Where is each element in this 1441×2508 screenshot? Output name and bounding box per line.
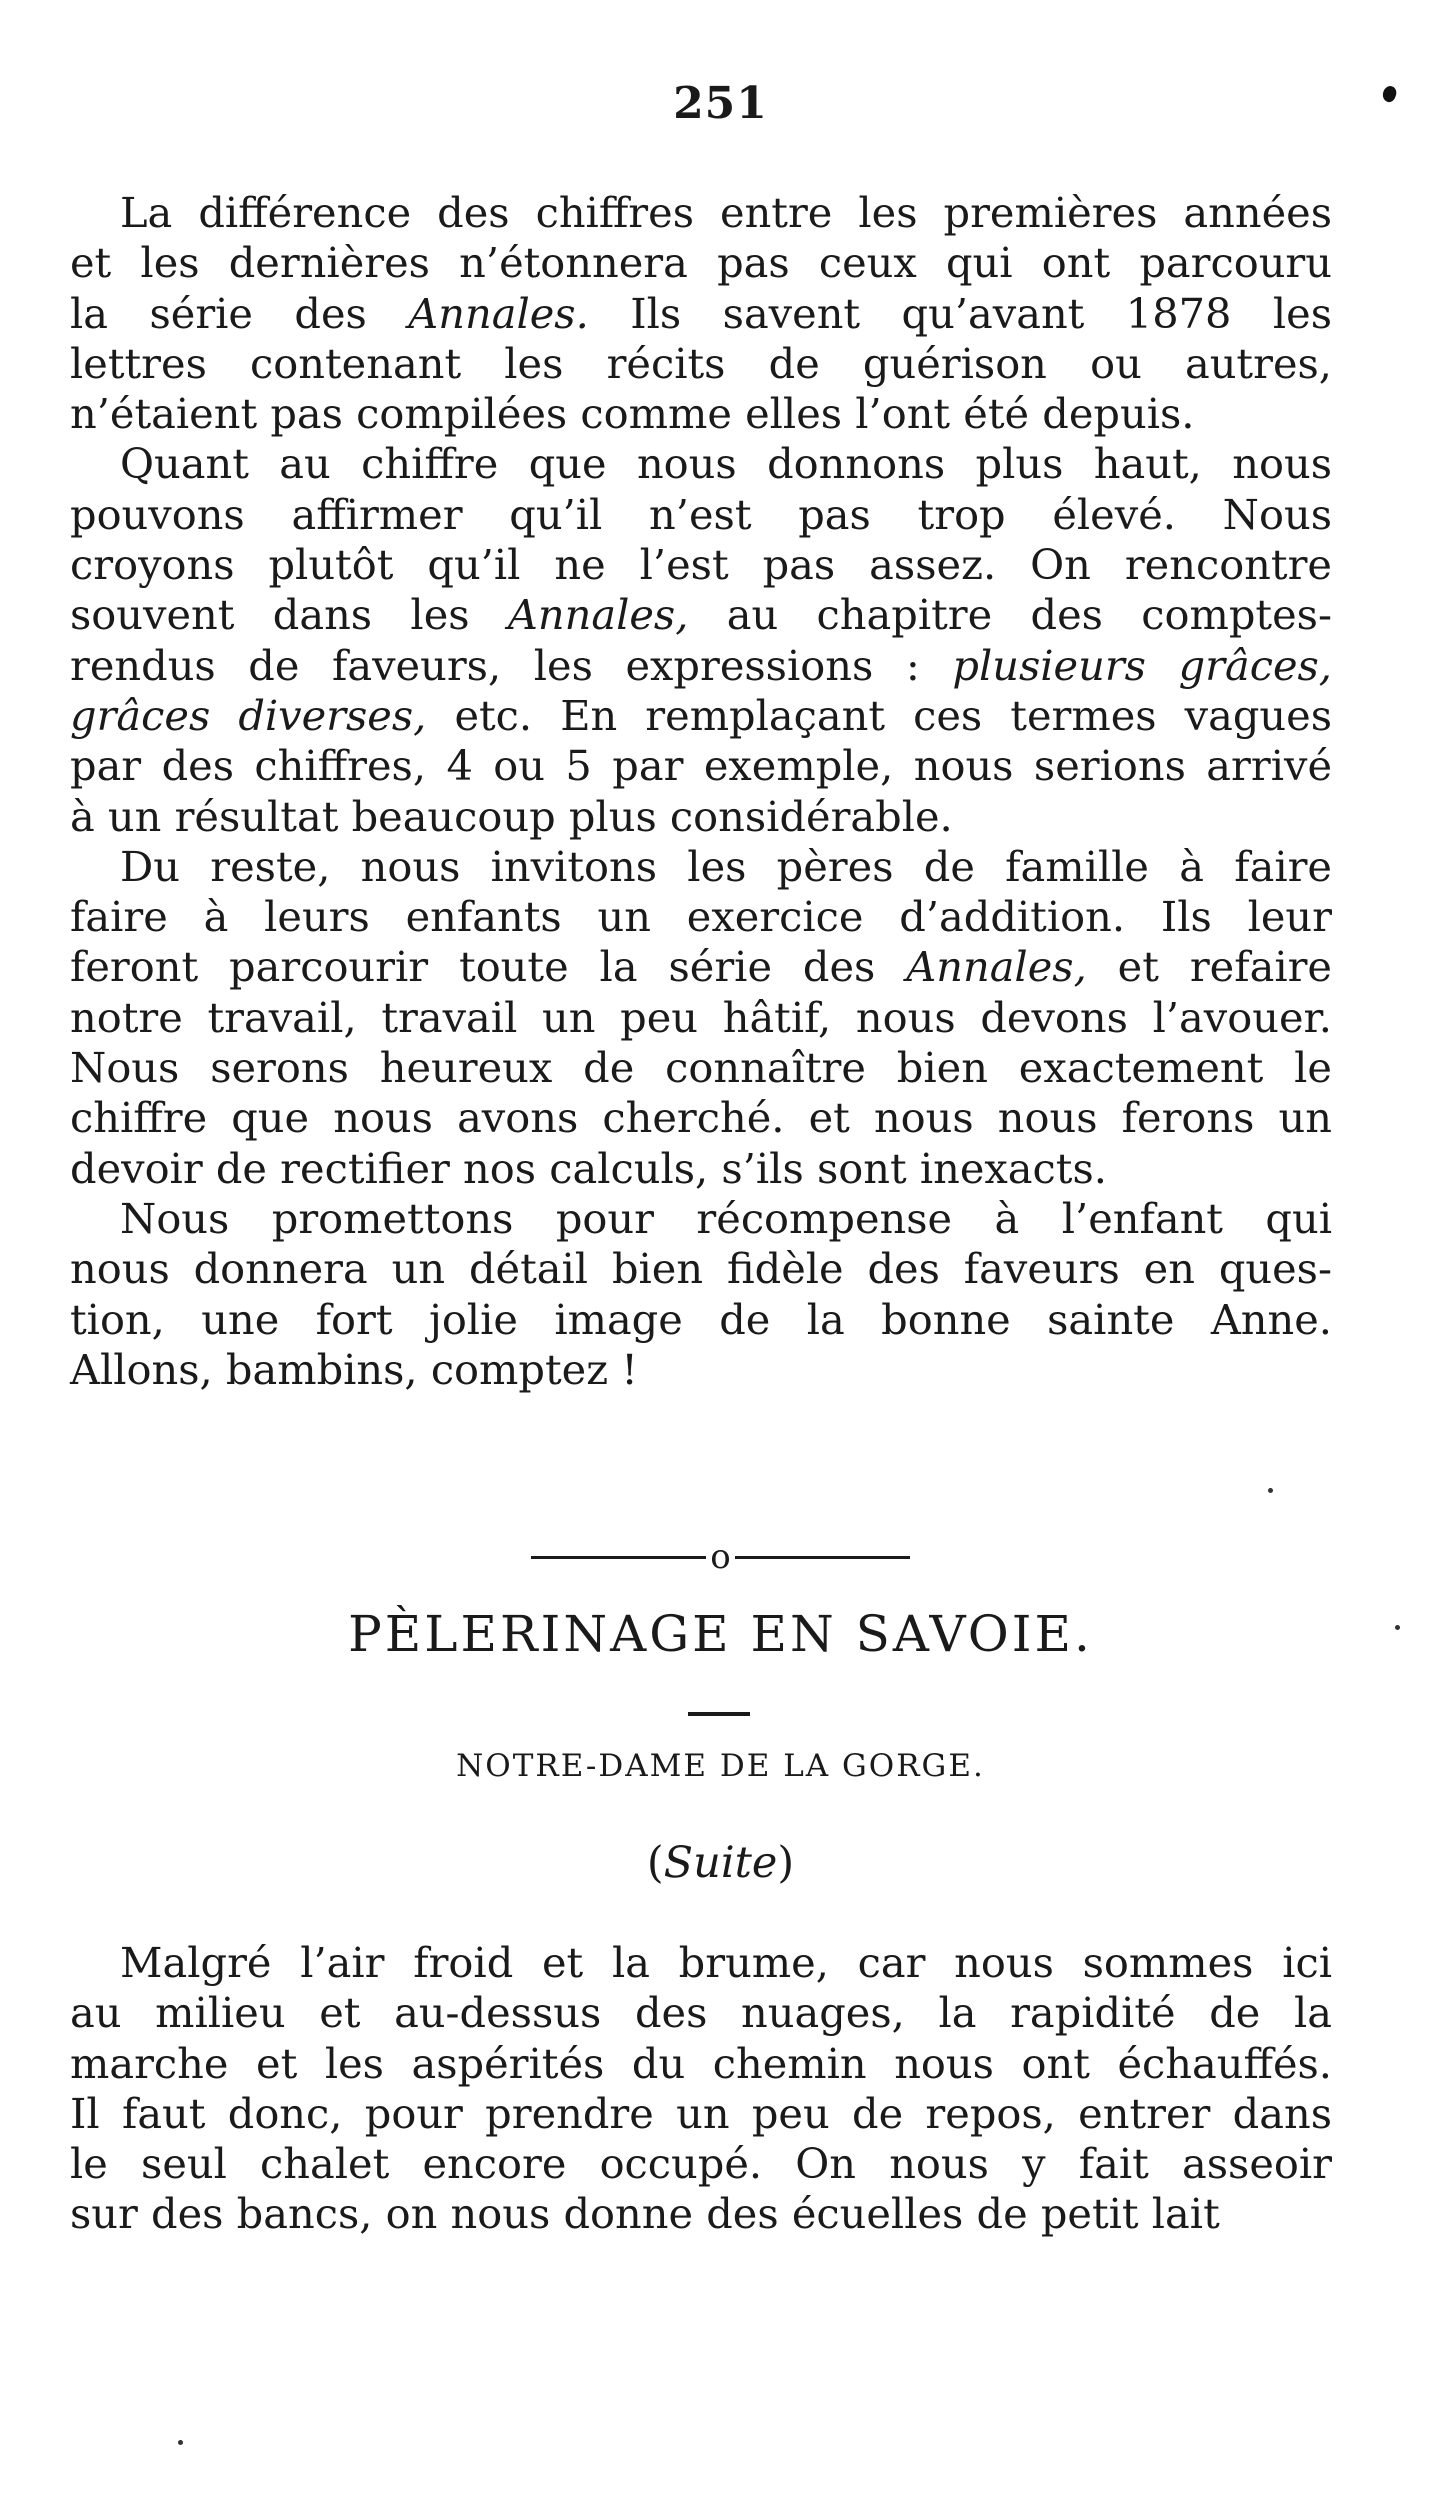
text-line: Nous promettons pour récompense à l’enfant qui bbox=[120, 1193, 1332, 1243]
text-line: grâces diverses, etc. En remplaçant ces termes vagues bbox=[70, 690, 1332, 740]
text-line: n’étaient pas compilées comme elles l’ont été depuis. bbox=[70, 389, 1195, 439]
text-line: Il faut donc, pour prendre un peu de repos, entrer dans bbox=[70, 2088, 1332, 2138]
text-line: Nous serons heureux de connaître bien exactement le bbox=[70, 1043, 1332, 1093]
text-line: notre travail, travail un peu hâtif, nous devons l’avouer. bbox=[70, 992, 1332, 1042]
text-line: la série des Annales. Ils savent qu’avant 1878 les bbox=[70, 288, 1332, 338]
text-line: à un résultat beaucoup plus considérable. bbox=[70, 791, 953, 841]
text-line: pouvons affirmer qu’il n’est pas trop élevé. Nous bbox=[70, 489, 1332, 539]
text-line: chiffre que nous avons cherché. et nous nous ferons un bbox=[70, 1093, 1332, 1143]
text-line: faire à leurs enfants un exercice d’addition. Ils leur bbox=[70, 892, 1332, 942]
paragraph bbox=[70, 842, 1332, 1194]
text-line: Du reste, nous invitons les pères de famille à faire bbox=[120, 841, 1332, 891]
body-text-top bbox=[70, 188, 1332, 1395]
paragraph bbox=[70, 439, 1332, 841]
text-line: La différence des chiffres entre les premières années bbox=[120, 188, 1332, 237]
continued-label: (Suite) bbox=[646, 1838, 795, 1888]
text-line: marche et les aspérités du chemin nous ont échauffés. bbox=[70, 2038, 1332, 2088]
text-line: Malgré l’air froid et la brume, car nous sommes ici bbox=[120, 1938, 1332, 1987]
page-number: 251 bbox=[673, 78, 768, 129]
separator-circle: o bbox=[710, 1537, 731, 1577]
text-line: et les dernières n’étonnera pas ceux qui ont parcouru bbox=[70, 238, 1332, 288]
text-line: par des chiffres, 4 ou 5 par exemple, nous serions arrivé bbox=[70, 741, 1332, 791]
section-title: PÈLERINAGE EN SAVOIE. bbox=[348, 1605, 1093, 1663]
text-line: croyons plutôt qu’il ne l’est pas assez. On rencontre bbox=[70, 540, 1332, 590]
text-line: souvent dans les Annales, au chapitre des comptes- bbox=[70, 590, 1332, 640]
text-line: lettres contenant les récits de guérison ou autres, bbox=[70, 338, 1332, 388]
text-line: Allons, bambins, comptez ! bbox=[70, 1344, 638, 1394]
text-line: rendus de faveurs, les expressions : plusieurs grâces, bbox=[70, 640, 1332, 690]
print-speck bbox=[1268, 1488, 1273, 1493]
print-speck bbox=[1395, 1625, 1400, 1630]
separator-rule-right bbox=[735, 1556, 910, 1559]
body-text-bottom bbox=[70, 1938, 1332, 2240]
text-line: nous donnera un détail bien fidèle des faveurs en ques- bbox=[70, 1244, 1332, 1294]
text-line: au milieu et au-dessus des nuages, la rapidité de la bbox=[70, 1988, 1332, 2038]
paragraph bbox=[70, 188, 1332, 439]
print-speck bbox=[178, 2440, 183, 2445]
continued-text: Suite bbox=[663, 1838, 778, 1888]
text-line: devoir de rectifier nos calculs, s’ils sont inexacts. bbox=[70, 1143, 1107, 1193]
text-line: tion, une fort jolie image de la bonne sainte Anne. bbox=[70, 1294, 1332, 1344]
text-line: feront parcourir toute la série des Annales, et refaire bbox=[70, 942, 1332, 992]
paragraph bbox=[70, 1938, 1332, 2240]
section-separator bbox=[0, 1534, 1441, 1577]
text-line: le seul chalet encore occupé. On nous y fait asseoir bbox=[70, 2139, 1332, 2189]
text-line: sur des bancs, on nous donne des écuelles de petit lait bbox=[70, 2189, 1220, 2239]
separator-rule-left bbox=[531, 1556, 706, 1559]
text-line: Quant au chiffre que nous donnons plus haut, nous bbox=[120, 439, 1332, 489]
section-subtitle: NOTRE-DAME DE LA GORGE. bbox=[456, 1748, 985, 1784]
title-rule bbox=[688, 1712, 750, 1716]
paragraph bbox=[70, 1194, 1332, 1395]
